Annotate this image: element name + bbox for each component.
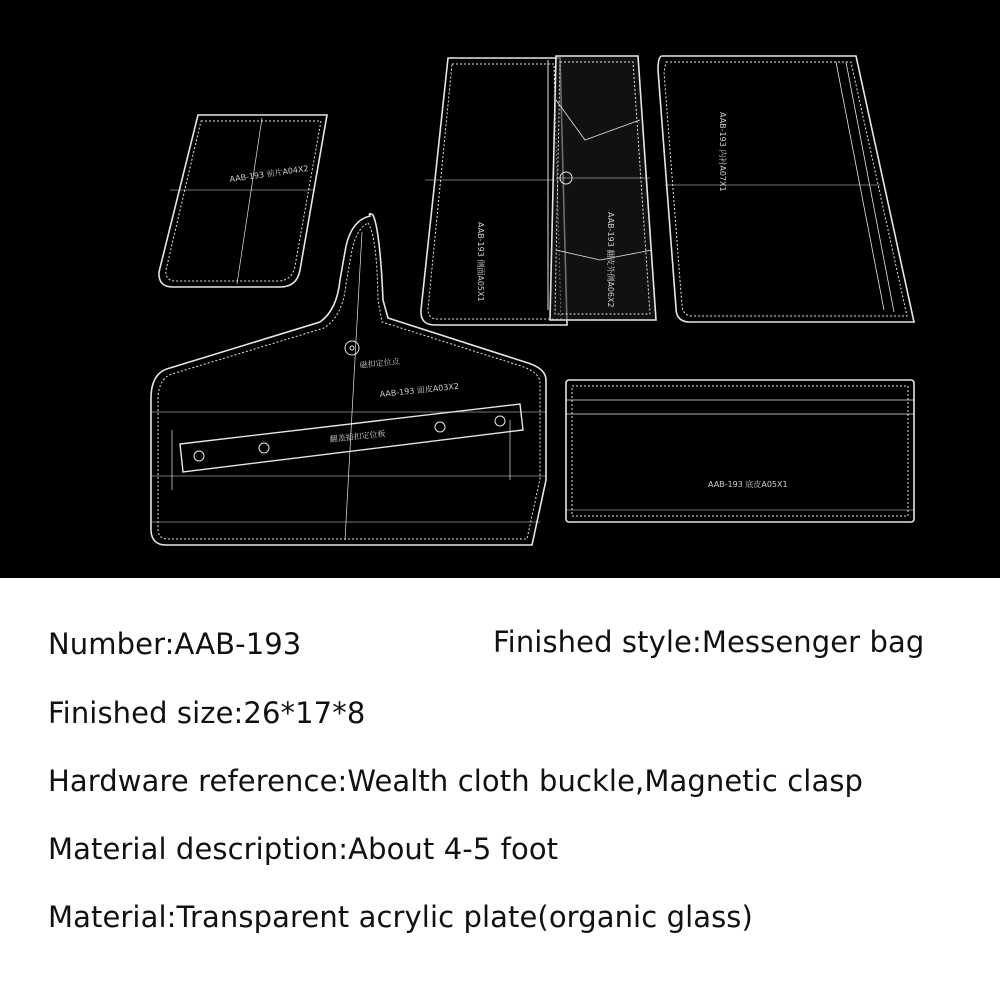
small-piece-label: AAB-193 前片A04X2 [229, 163, 310, 184]
tall-piece-left [421, 58, 567, 325]
spec-material: Material:Transparent acrylic plate(organic glass) [48, 900, 753, 934]
tall-piece-middle [548, 56, 656, 320]
strap-label: 翻盖插扣定位板 [329, 429, 386, 444]
spec-number: Number:AAB-193 [48, 627, 302, 661]
spec-finished-style: Finished style:Messenger bag [493, 625, 925, 659]
flap-piece-label: AAB-193 面皮A03X2 [379, 381, 460, 399]
tall-piece-right-label: AAB-193 内衬A07X1 [718, 112, 727, 192]
flap-piece [151, 214, 546, 545]
bottom-piece-label: AAB-193 底皮A05X1 [708, 480, 788, 489]
bottom-piece [566, 380, 914, 522]
spec-material-description: Material description:About 4-5 foot [48, 832, 559, 866]
spec-hardware: Hardware reference:Wealth cloth buckle,Magnetic clasp [48, 764, 864, 798]
tall-piece-middle-label: AAB-193 翻皮外侧A06X2 [606, 212, 615, 308]
small-piece [159, 115, 327, 287]
tall-piece-right [658, 56, 914, 322]
spec-finished-size: Finished size:26*17*8 [48, 696, 366, 730]
flap-piece-note: 磁扣定位点 [359, 356, 400, 370]
tall-piece-left-label: AAB-193 侧面A05X1 [476, 222, 485, 302]
